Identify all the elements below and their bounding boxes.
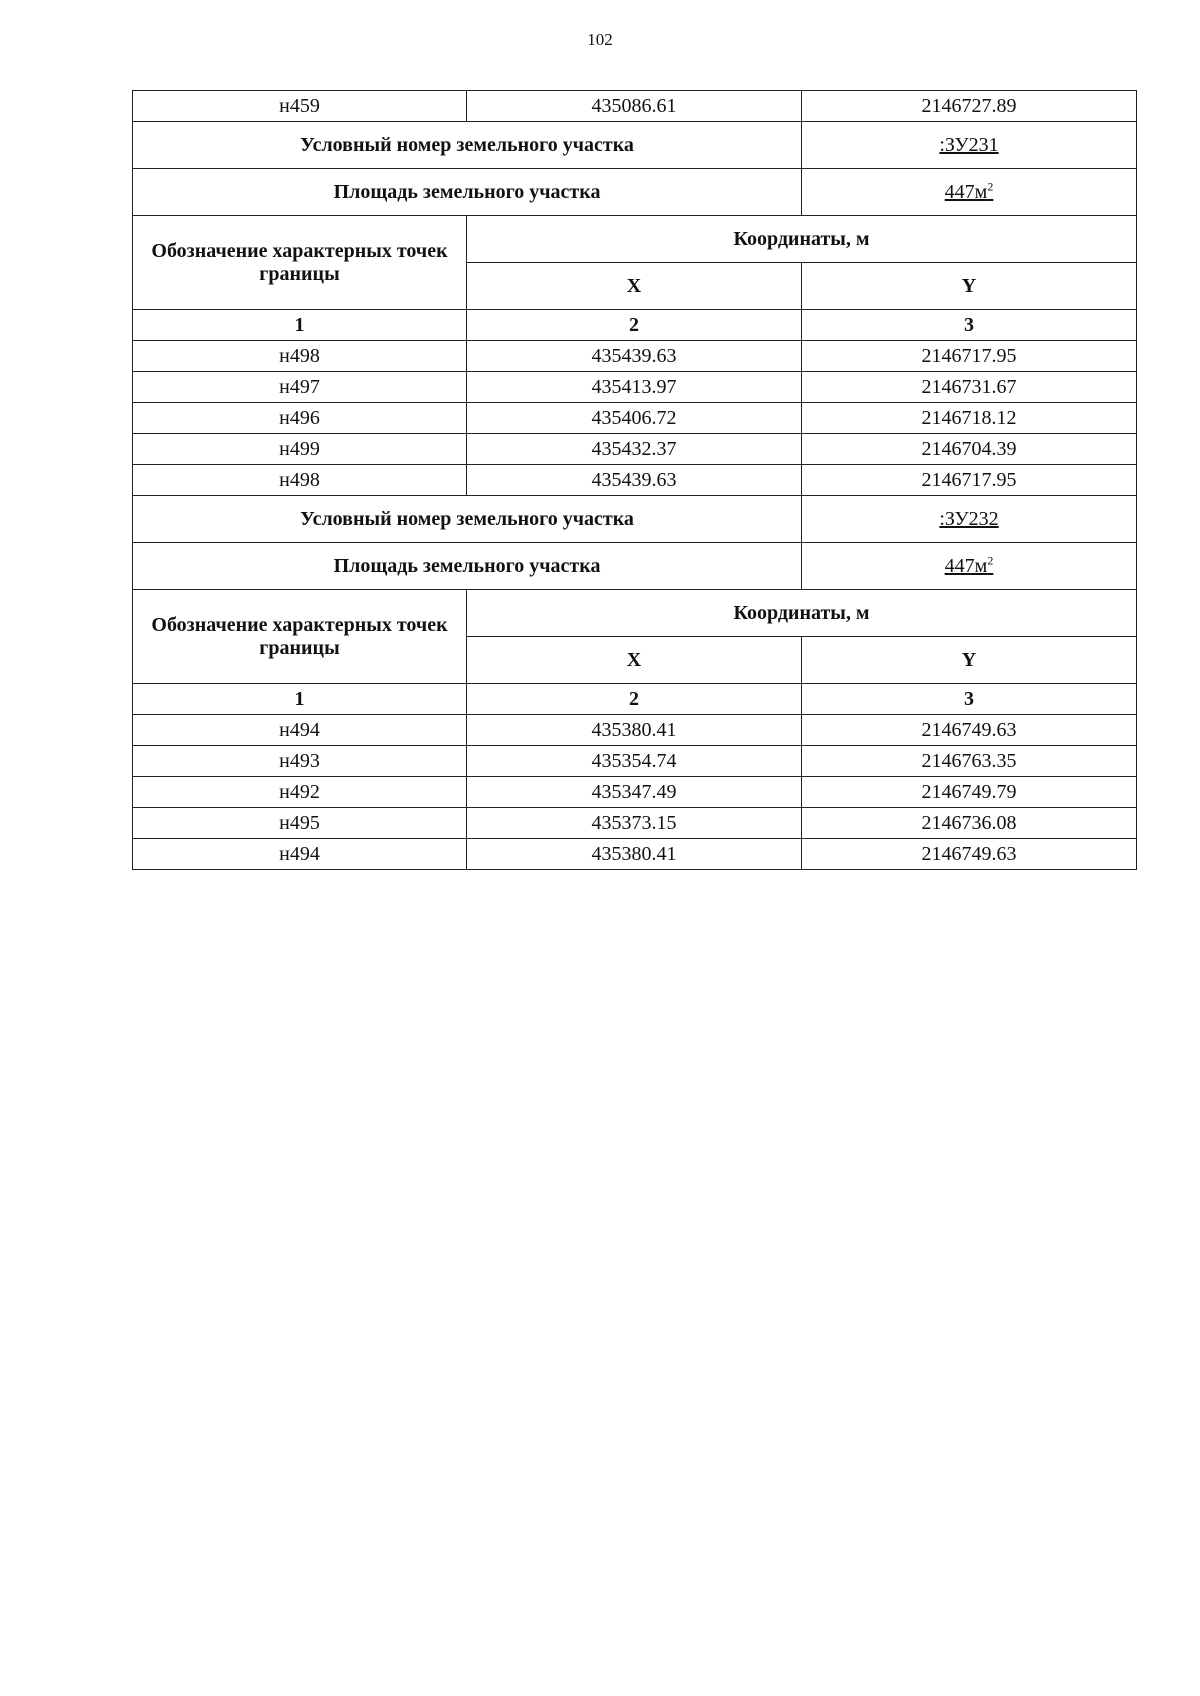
x-cell: 435432.37 <box>467 434 802 465</box>
parcel-number-label: Условный номер земельного участка <box>133 496 802 543</box>
point-cell: н498 <box>133 465 467 496</box>
point-cell: н498 <box>133 341 467 372</box>
y-cell: 2146727.89 <box>802 91 1137 122</box>
point-cell: н492 <box>133 777 467 808</box>
coords-header: Координаты, м <box>467 216 1137 263</box>
table-row <box>133 372 1137 403</box>
table-row <box>133 746 1137 777</box>
point-cell: н497 <box>133 372 467 403</box>
parcel-area-value <box>802 543 1137 590</box>
x-cell: 435413.97 <box>467 372 802 403</box>
table-row <box>133 715 1137 746</box>
x-cell: 435439.63 <box>467 341 802 372</box>
y-cell: 2146749.79 <box>802 777 1137 808</box>
page-number: 102 <box>587 30 613 49</box>
point-cell: н494 <box>133 715 467 746</box>
point-cell: н499 <box>133 434 467 465</box>
coords-header-row <box>133 216 1137 263</box>
area-unit-superscript: 2 <box>987 553 994 568</box>
coords-header-row <box>133 590 1137 637</box>
table-row <box>133 839 1137 870</box>
area-unit-superscript: 2 <box>987 179 994 194</box>
point-cell: н494 <box>133 839 467 870</box>
parcel-number-row <box>133 122 1137 169</box>
point-cell: н495 <box>133 808 467 839</box>
y-cell: 2146749.63 <box>802 839 1137 870</box>
x-cell: 435347.49 <box>467 777 802 808</box>
point-header: Обозначение характерных точек границы <box>133 590 467 684</box>
x-cell: 435406.72 <box>467 403 802 434</box>
column-number-row <box>133 684 1137 715</box>
point-cell: н459 <box>133 91 467 122</box>
parcel-area-value <box>802 169 1137 216</box>
parcel-area-text: 447м <box>944 180 988 203</box>
parcel-area-row <box>133 169 1137 216</box>
column-number: 2 <box>467 684 802 715</box>
parcel-area-text: 447м <box>944 554 988 577</box>
column-number-row <box>133 310 1137 341</box>
y-header: Y <box>802 263 1137 310</box>
parcel-area-row <box>133 543 1137 590</box>
parcel-number-value <box>802 496 1137 543</box>
point-cell: н493 <box>133 746 467 777</box>
y-cell: 2146763.35 <box>802 746 1137 777</box>
column-number: 3 <box>802 310 1137 341</box>
parcel-number-row <box>133 496 1137 543</box>
table-row <box>133 808 1137 839</box>
table-row <box>133 341 1137 372</box>
x-cell: 435354.74 <box>467 746 802 777</box>
column-number: 3 <box>802 684 1137 715</box>
y-cell: 2146731.67 <box>802 372 1137 403</box>
coords-header: Координаты, м <box>467 590 1137 637</box>
y-cell: 2146749.63 <box>802 715 1137 746</box>
coordinates-table <box>132 90 1137 870</box>
table-row <box>133 403 1137 434</box>
x-cell: 435086.61 <box>467 91 802 122</box>
y-cell: 2146717.95 <box>802 341 1137 372</box>
table-row <box>133 434 1137 465</box>
x-header: X <box>467 263 802 310</box>
table-row <box>133 465 1137 496</box>
parcel-area-label: Площадь земельного участка <box>133 169 802 216</box>
x-cell: 435380.41 <box>467 839 802 870</box>
parcel-number-text: :ЗУ231 <box>939 133 999 156</box>
y-cell: 2146718.12 <box>802 403 1137 434</box>
y-cell: 2146717.95 <box>802 465 1137 496</box>
point-header: Обозначение характерных точек границы <box>133 216 467 310</box>
x-header: X <box>467 637 802 684</box>
point-cell: н496 <box>133 403 467 434</box>
x-cell: 435380.41 <box>467 715 802 746</box>
column-number: 1 <box>133 310 467 341</box>
column-number: 2 <box>467 310 802 341</box>
x-cell: 435439.63 <box>467 465 802 496</box>
column-number: 1 <box>133 684 467 715</box>
y-header: Y <box>802 637 1137 684</box>
parcel-number-value <box>802 122 1137 169</box>
parcel-area-label: Площадь земельного участка <box>133 543 802 590</box>
table-row <box>133 777 1137 808</box>
table-row <box>133 91 1137 122</box>
parcel-number-text: :ЗУ232 <box>939 507 999 530</box>
y-cell: 2146704.39 <box>802 434 1137 465</box>
y-cell: 2146736.08 <box>802 808 1137 839</box>
parcel-number-label: Условный номер земельного участка <box>133 122 802 169</box>
x-cell: 435373.15 <box>467 808 802 839</box>
